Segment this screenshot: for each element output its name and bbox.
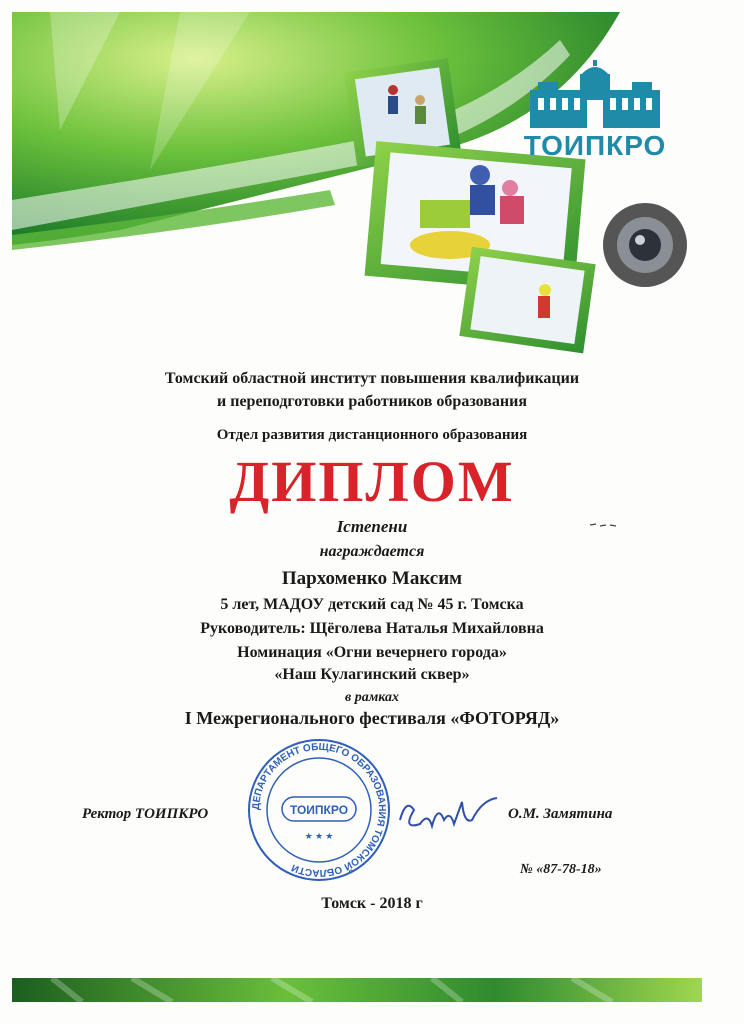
- detail-line: Руководитель: Щёголева Наталья Михайловна: [200, 620, 544, 637]
- decorative-dash: [588, 520, 618, 530]
- header-artwork: [0, 0, 744, 360]
- stamp-ring-text: ДЕПАРТАМЕНТ ОБЩЕГО ОБРАЗОВАНИЯ ТОМСКОЙ ОБЛАСТИ: [250, 741, 388, 879]
- stamp-center-text: ТОИПКРО: [289, 803, 349, 817]
- photo-frame-3: [459, 247, 595, 354]
- department: Отдел развития дистанционного образования: [216, 427, 528, 443]
- diploma-title: ДИПЛОМ: [229, 449, 515, 514]
- detail-line: «Наш Кулагинский сквер»: [274, 666, 470, 683]
- degree: Iстепени: [336, 517, 408, 536]
- org-line-1: Томский областной институт повышения квалификации: [164, 370, 580, 387]
- logo-text: ТОИПКРО: [523, 130, 667, 161]
- camera-graphic: [603, 203, 687, 287]
- festival-name: I Межрегионального фестиваля «ФОТОРЯД»: [184, 708, 560, 728]
- org-line-2: и переподготовки работников образования: [217, 393, 527, 410]
- awarded-label: награждается: [319, 543, 425, 560]
- city-year: Томск - 2018 г: [321, 895, 423, 912]
- signature-scribble: [392, 790, 502, 840]
- diploma-number: № «87-78-18»: [520, 862, 602, 877]
- building-icon: [520, 60, 670, 130]
- official-stamp: [244, 735, 394, 885]
- detail-line: Номинация «Огни вечернего города»: [237, 644, 507, 661]
- signer-name: О.М. Замятина: [508, 806, 613, 822]
- svg-text:★ ★ ★: ★ ★ ★: [304, 831, 334, 841]
- rector-label: Ректор ТОИПКРО: [82, 806, 209, 822]
- footer-bar: [12, 978, 702, 1002]
- recipient-name: Пархоменко Максим: [281, 568, 463, 589]
- toipkro-logo: [520, 60, 670, 170]
- in-frame-label: в рамках: [344, 690, 400, 705]
- detail-line: 5 лет, МАДОУ детский сад № 45 г. Томска: [220, 596, 524, 613]
